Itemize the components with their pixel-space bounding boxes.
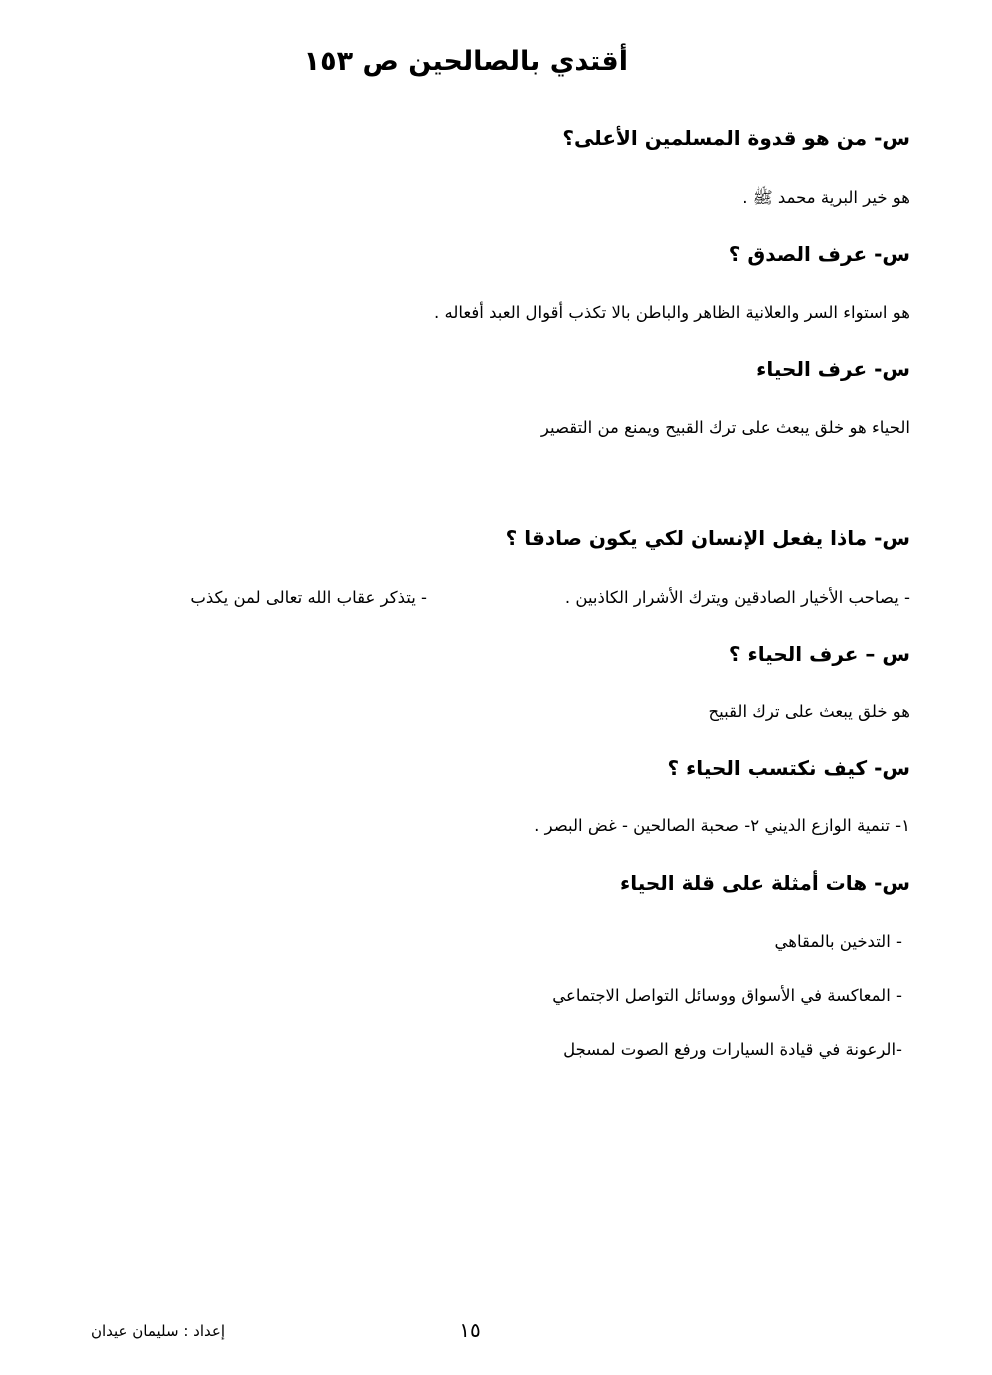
page-title: أقتدي بالصالحين ص ١٥٣ xyxy=(303,46,628,77)
example-item: - التدخين بالمقاهي xyxy=(774,932,902,951)
question-2: س- عرف الصدق ؟ xyxy=(728,242,910,266)
answer-3: الحياء هو خلق يبعث على ترك القبيح ويمنع من التقصير xyxy=(540,418,910,437)
example-item: -الرعونة في قيادة السيارات ورفع الصوت لمسجل xyxy=(563,1040,902,1059)
question-1: س- من هو قدوة المسلمين الأعلى؟ xyxy=(562,126,910,150)
answer-4-first: - يصاحب الأخيار الصادقين ويترك الأشرار الكاذبين . xyxy=(564,588,910,607)
question-3: س- عرف الحياء xyxy=(756,357,910,381)
question-6: س- كيف نكتسب الحياء ؟ xyxy=(667,756,910,780)
question-7: س- هات أمثلة على قلة الحياء xyxy=(619,871,910,895)
question-5: س – عرف الحياء ؟ xyxy=(728,642,910,666)
example-item: - المعاكسة في الأسواق ووسائل التواصل الاجتماعي xyxy=(552,986,902,1005)
answer-5: هو خلق يبعث على ترك القبيح xyxy=(708,702,910,721)
answer-1: هو خير البرية محمد ﷺ . xyxy=(742,188,910,207)
footer-author: إعداد : سليمان عيدان xyxy=(90,1322,225,1340)
answer-4-second: - يتذكر عقاب الله تعالى لمن يكذب xyxy=(190,588,427,607)
answer-6: ١- تنمية الوازع الديني ٢- صحبة الصالحين - غض البصر . xyxy=(534,816,910,835)
page-number: ١٥ xyxy=(459,1318,481,1342)
answer-2: هو استواء السر والعلانية الظاهر والباطن بالا تكذب أقوال العبد أفعاله . xyxy=(434,303,910,322)
question-4: س- ماذا يفعل الإنسان لكي يكون صادقا ؟ xyxy=(505,526,910,550)
